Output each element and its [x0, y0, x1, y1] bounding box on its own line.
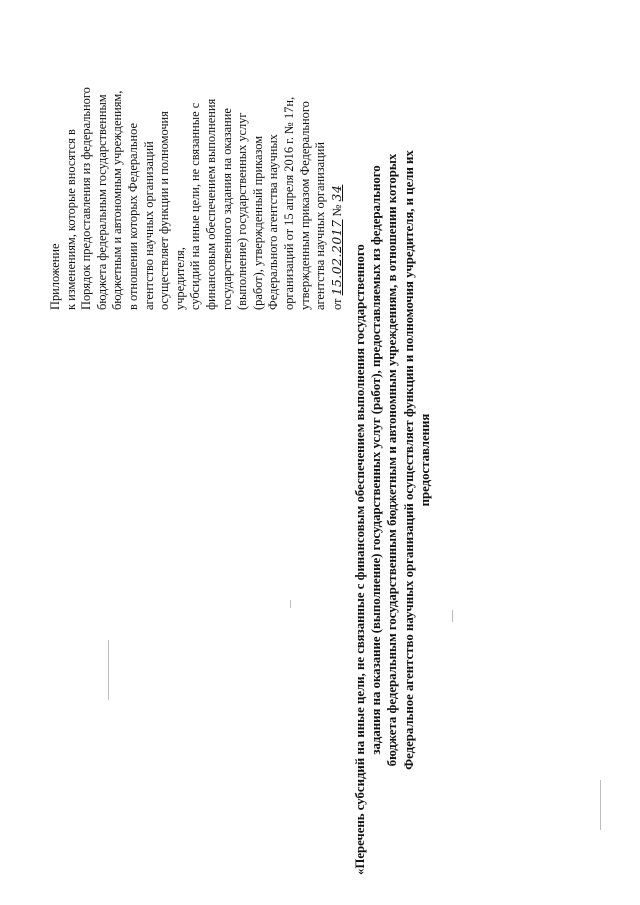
annex-line: Федерального агентства научных — [266, 134, 281, 310]
annex-line: (работ), утвержденный приказом — [250, 135, 265, 310]
annex-date-line — [329, 60, 346, 310]
annex-line: агентство научных организаций — [141, 141, 156, 310]
annex-line: учредителя, — [172, 247, 187, 310]
number-sign: № — [329, 204, 344, 217]
annex-line: бюджетным и автономным учреждениям, — [110, 90, 125, 310]
handwritten-date: 15.02.2017 — [328, 219, 344, 296]
scan-artifact — [600, 780, 601, 830]
annex-line: бюджета федеральным государственным — [94, 94, 109, 310]
scan-artifact — [108, 640, 109, 700]
title-line: предоставления — [417, 413, 432, 507]
title-line: «Перечень субсидий на иные цели, не связанные с финансовым обеспечением выполнения государственного — [353, 244, 367, 875]
annex-line: осуществляет функции и полномочия — [157, 111, 172, 310]
annex-line: в отношении которых Федеральное — [125, 123, 140, 310]
annex-line: организаций от 15 апреля 2016 г. № 17н, — [281, 96, 296, 310]
scan-artifact — [452, 610, 453, 622]
annex-line: государственного задания на оказание — [219, 108, 234, 310]
title-line: бюджета федеральным государственным бюджетным и автономным учреждениям, в отношении которых — [385, 153, 400, 767]
date-prefix: от — [329, 298, 344, 310]
handwritten-number: 34 — [328, 184, 344, 202]
annex-line: финансовым обеспечением выполнения — [203, 98, 218, 310]
annex-line: субсидий на иные цели, не связанные с — [188, 102, 203, 310]
document-title — [352, 45, 433, 875]
title-line: задания на оказание (выполнение) государственных услуг (работ), предоставляемых из федерального — [369, 165, 384, 755]
annex-line: агентства научных организаций — [313, 141, 328, 310]
scan-artifact — [290, 600, 291, 608]
title-line: Федеральное агентство научных организаций осуществляет функции и полномочия учредителя, и цели их — [401, 150, 416, 770]
annex-line: к изменениям, которые вносятся в — [63, 129, 78, 310]
annex-block — [48, 60, 345, 310]
annex-line: (выполнение) государственных услуг — [235, 112, 250, 310]
annex-line: утвержденным приказом Федерального — [297, 101, 312, 310]
annex-line: Порядок предоставления из федерального — [79, 87, 94, 310]
annex-line: Приложение — [48, 243, 62, 310]
